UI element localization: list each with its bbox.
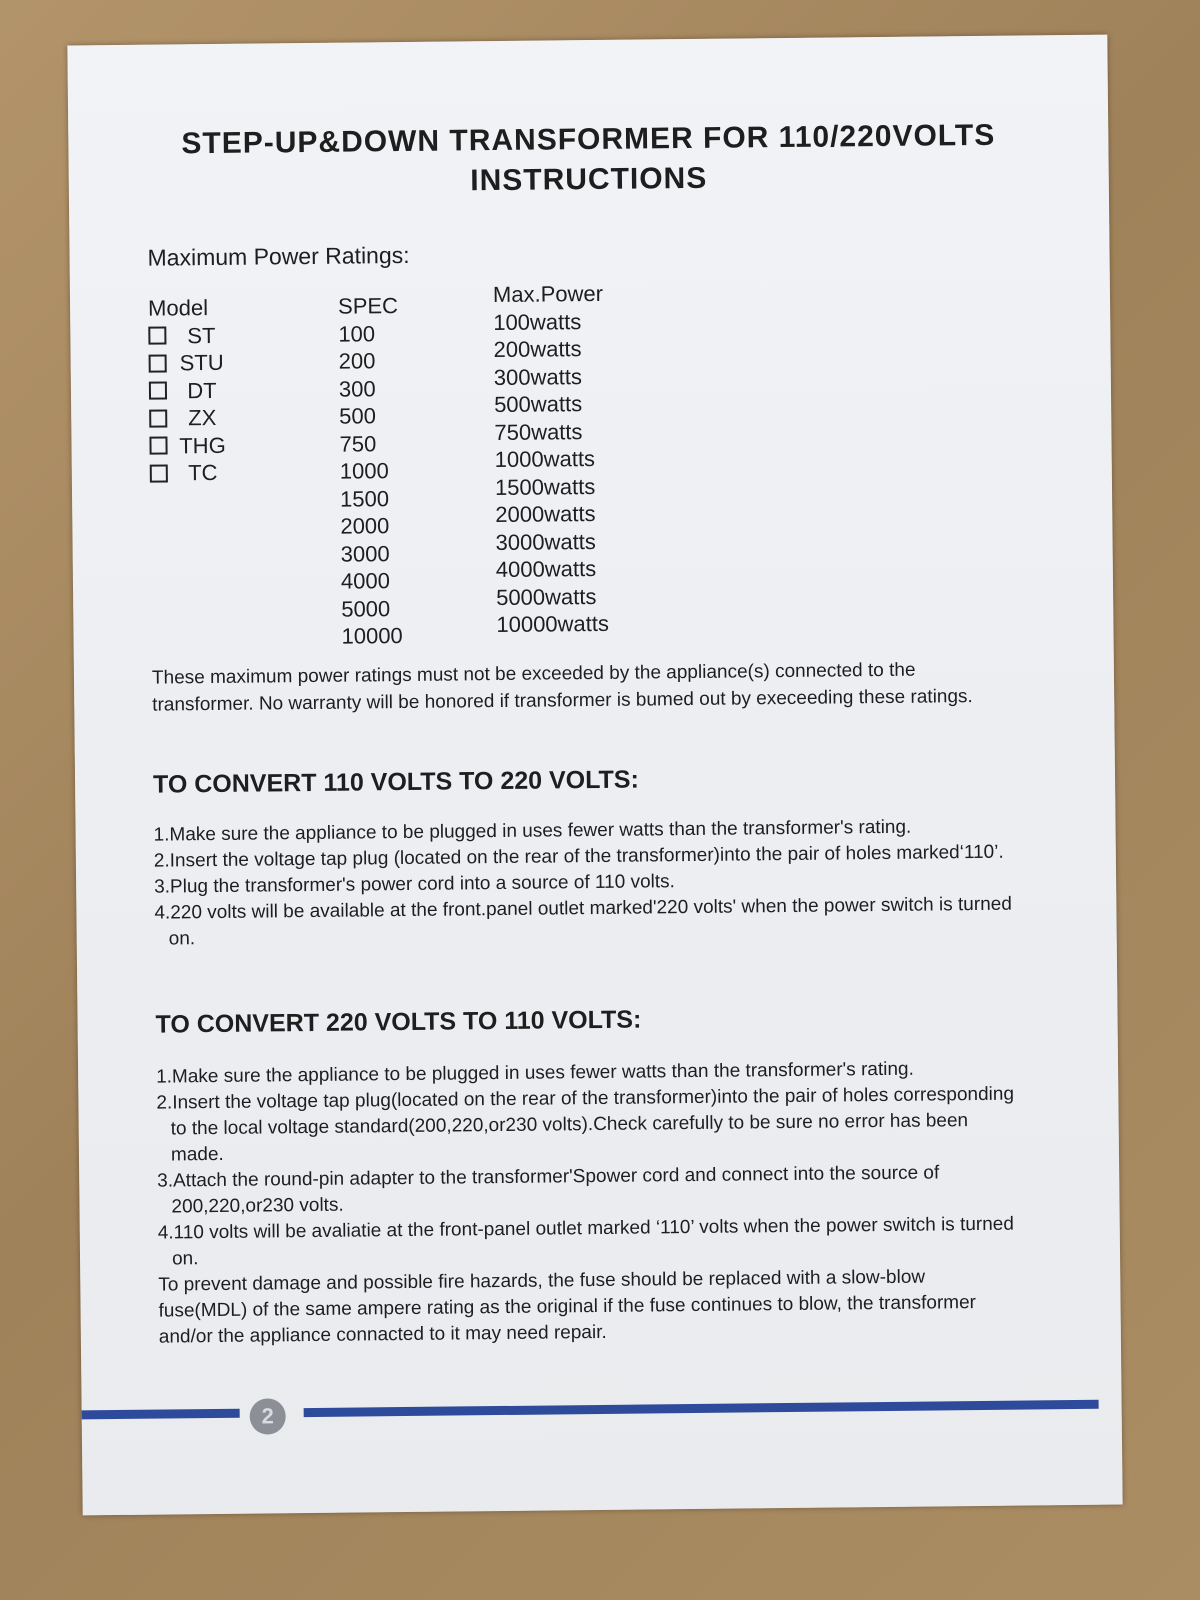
spec-value: 4000 <box>340 568 391 594</box>
document-title: STEP-UP&DOWN TRANSFORMER FOR 110/220VOLTS <box>181 118 996 161</box>
spec-value: 300 <box>338 375 376 402</box>
model-checkbox[interactable] <box>149 382 167 400</box>
footer-bar-left <box>82 1409 240 1420</box>
max-power-header: Max.Power <box>492 280 604 308</box>
page-footer <box>82 1390 1122 1431</box>
list-item: 4.110 volts will be avaliatie at the front-panel outlet marked ‘110’ volts when the power switch is turned on. <box>157 1213 1015 1270</box>
max-power-value: 5000watts <box>495 583 597 610</box>
model-row <box>149 375 319 404</box>
list-item: 2.Insert the voltage tap plug(located on the rear of the transformer)into the pair of holes corresponding to the local voltage standard(200,220,or230 volts).Check carefully to be sure no error has been made. <box>156 1083 1015 1166</box>
list-item: 3.Attach the round-pin adapter to the transformer'Spower cord and connect into the source of 200,220,or230 volts. <box>157 1162 940 1218</box>
max-power-value: 200watts <box>493 336 582 363</box>
model-name: DT <box>187 377 217 403</box>
max-power-column <box>493 279 697 639</box>
model-header: Model <box>147 295 209 321</box>
spec-value: 10000 <box>341 623 403 649</box>
max-power-value: 3000watts <box>495 528 596 555</box>
spec-value: 3000 <box>340 540 390 567</box>
model-checkbox[interactable] <box>149 437 167 455</box>
steps-list-110-to-220 <box>153 814 1014 953</box>
spec-value: 5000 <box>341 595 391 622</box>
model-checkbox[interactable] <box>148 327 166 345</box>
spec-header: SPEC <box>337 293 399 319</box>
max-power-value: 1000watts <box>494 445 596 473</box>
model-name: THG <box>179 432 226 458</box>
max-power-value: 10000watts <box>496 610 610 638</box>
footer-bar-right <box>304 1400 1099 1417</box>
model-checkbox[interactable] <box>150 464 168 482</box>
steps-list-220-to-110 <box>156 1056 1019 1351</box>
spec-value: 500 <box>339 403 377 429</box>
fuse-note: To prevent damage and possible fire hazards, the fuse should be replaced with a slow-blow fuse(MDL) of the same ampere rating as the original if the fuse continues to blow, the transformer and/or the appliance connacted to it may need repair. <box>158 1266 977 1348</box>
max-power-value: 2000watts <box>495 500 596 528</box>
model-row <box>149 430 319 459</box>
list-item: 4.220 volts will be available at the front.panel outlet marked'220 volts' when the power switch is turned on. <box>154 893 1012 950</box>
instruction-sheet <box>67 35 1122 1516</box>
model-name: TC <box>188 459 218 486</box>
max-power-value: 500watts <box>493 391 583 418</box>
max-power-value: 1500watts <box>494 473 596 500</box>
spec-value: 1000 <box>339 458 389 484</box>
spec-value: 750 <box>339 430 377 457</box>
spec-column <box>338 291 492 650</box>
list-item: 1.Make sure the appliance to be plugged in uses fewer watts than the transformer's rating. <box>153 816 912 846</box>
list-item: 3.Plug the transformer's power cord into a source of 110 volts. <box>154 871 675 898</box>
section-heading-110-to-220: TO CONVERT 110 VOLTS TO 220 VOLTS: <box>152 765 639 799</box>
model-checkbox[interactable] <box>149 354 167 372</box>
spec-value: 1500 <box>339 485 390 512</box>
model-name: STU <box>179 349 224 376</box>
model-name: ST <box>187 322 216 348</box>
document-subtitle: INSTRUCTIONS <box>470 161 708 198</box>
ratings-heading: Maximum Power Ratings: <box>147 241 410 271</box>
max-power-value: 100watts <box>493 308 582 335</box>
model-row <box>149 348 319 377</box>
max-power-value: 300watts <box>493 363 583 390</box>
max-power-value: 4000watts <box>495 555 597 583</box>
page-number-badge: 2 <box>250 1398 286 1434</box>
model-row <box>148 320 318 349</box>
model-row <box>150 458 320 487</box>
spec-value: 200 <box>338 348 376 374</box>
model-name: ZX <box>188 404 217 431</box>
spec-value: 100 <box>338 320 376 347</box>
model-column <box>148 293 320 487</box>
spec-value: 2000 <box>340 513 390 539</box>
warning-paragraph: These maximum power ratings must not be exceeded by the appliance(s) connected to the transformer. No warranty will be honored if transformer is bumed out by execeeding these ratings. <box>151 659 973 716</box>
model-row <box>149 403 319 432</box>
list-item: 1.Make sure the appliance to be plugged in uses fewer watts than the transformer's rating. <box>156 1058 914 1088</box>
model-checkbox[interactable] <box>149 409 167 427</box>
list-item: 2.Insert the voltage tap plug (located on the rear of the transformer)into the pair of holes marked‘110’. <box>153 841 1004 872</box>
section-heading-220-to-110: TO CONVERT 220 VOLTS TO 110 VOLTS: <box>155 1005 642 1039</box>
max-power-value: 750watts <box>494 418 583 445</box>
